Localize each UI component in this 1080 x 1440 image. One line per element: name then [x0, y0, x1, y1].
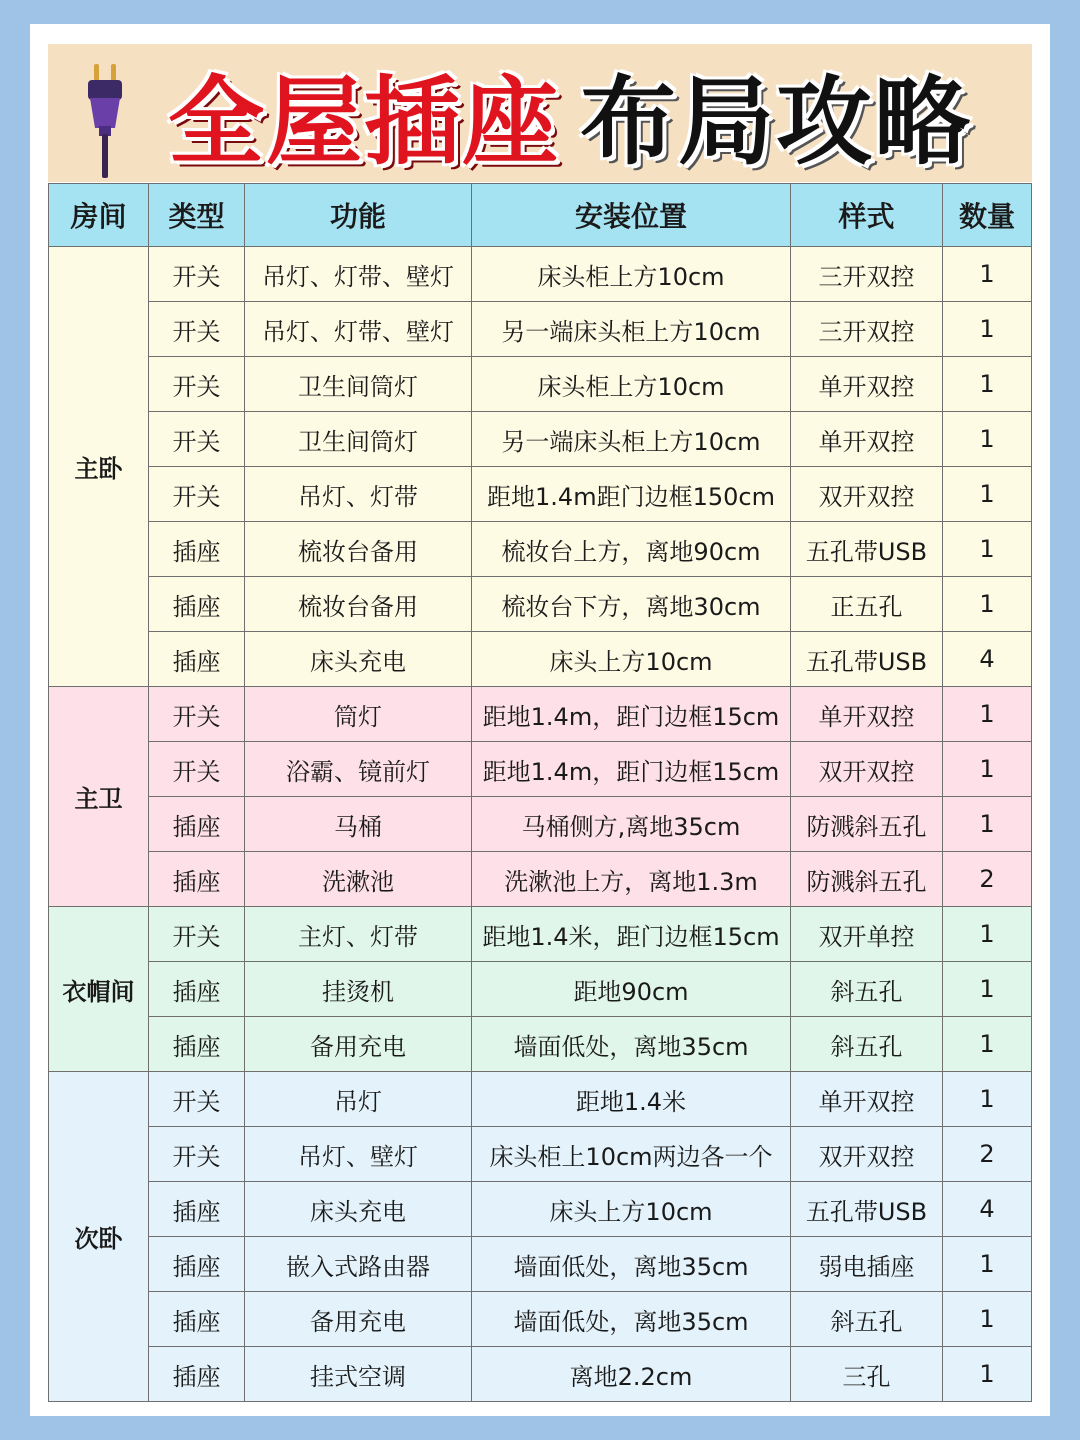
cell-quantity: 1 [943, 1347, 1032, 1402]
cell-room: 主卧 [49, 247, 149, 687]
cell-room: 衣帽间 [49, 907, 149, 1072]
cell-style: 三开双控 [791, 302, 943, 357]
cell-type: 插座 [149, 1292, 245, 1347]
table-row [49, 522, 1032, 577]
cell-function: 挂式空调 [245, 1347, 472, 1402]
cell-location: 床头柜上方10cm [472, 357, 791, 412]
cell-function: 洗漱池 [245, 852, 472, 907]
cell-function: 卫生间筒灯 [245, 357, 472, 412]
table-row [49, 687, 1032, 742]
cell-function: 嵌入式路由器 [245, 1237, 472, 1292]
cell-style: 单开双控 [791, 357, 943, 412]
cell-quantity: 1 [943, 1017, 1032, 1072]
cell-quantity: 2 [943, 1127, 1032, 1182]
cell-function: 床头充电 [245, 1182, 472, 1237]
cell-quantity: 4 [943, 632, 1032, 687]
cell-type: 插座 [149, 852, 245, 907]
table-row [49, 302, 1032, 357]
table-row [49, 247, 1032, 302]
cell-type: 插座 [149, 522, 245, 577]
cell-location: 距地1.4米 [472, 1072, 791, 1127]
cell-function: 备用充电 [245, 1292, 472, 1347]
cell-style: 单开双控 [791, 687, 943, 742]
cell-quantity: 1 [943, 577, 1032, 632]
cell-quantity: 4 [943, 1182, 1032, 1237]
cell-quantity: 1 [943, 467, 1032, 522]
cell-function: 梳妆台备用 [245, 577, 472, 632]
table-row [49, 1237, 1032, 1292]
cell-function: 挂烫机 [245, 962, 472, 1017]
cell-type: 插座 [149, 962, 245, 1017]
table-row [49, 467, 1032, 522]
cell-quantity: 1 [943, 1237, 1032, 1292]
cell-location: 另一端床头柜上方10cm [472, 302, 791, 357]
cell-location: 床头上方10cm [472, 632, 791, 687]
cell-function: 浴霸、镜前灯 [245, 742, 472, 797]
cell-quantity: 1 [943, 247, 1032, 302]
cell-style: 单开双控 [791, 412, 943, 467]
cell-function: 吊灯、灯带、壁灯 [245, 302, 472, 357]
cell-style: 斜五孔 [791, 1292, 943, 1347]
cell-function: 吊灯、灯带 [245, 467, 472, 522]
cell-style: 单开双控 [791, 1072, 943, 1127]
cell-type: 插座 [149, 632, 245, 687]
cell-location: 床头上方10cm [472, 1182, 791, 1237]
cell-quantity: 1 [943, 907, 1032, 962]
cell-type: 开关 [149, 742, 245, 797]
cell-style: 双开双控 [791, 742, 943, 797]
table-row [49, 962, 1032, 1017]
cell-type: 插座 [149, 577, 245, 632]
table-row [49, 1017, 1032, 1072]
cell-location: 床头柜上方10cm [472, 247, 791, 302]
cell-function: 备用充电 [245, 1017, 472, 1072]
cell-style: 五孔带USB [791, 1182, 943, 1237]
table-row [49, 1182, 1032, 1237]
cell-quantity: 1 [943, 687, 1032, 742]
cell-type: 开关 [149, 357, 245, 412]
table-row [49, 852, 1032, 907]
table-row [49, 1127, 1032, 1182]
cell-type: 开关 [149, 907, 245, 962]
cell-location: 距地1.4m，距门边框15cm [472, 742, 791, 797]
table-header-row [49, 184, 1032, 247]
cell-quantity: 1 [943, 1292, 1032, 1347]
cell-type: 开关 [149, 1072, 245, 1127]
cell-function: 主灯、灯带 [245, 907, 472, 962]
cell-quantity: 1 [943, 742, 1032, 797]
page-title [168, 50, 972, 178]
cell-type: 插座 [149, 1017, 245, 1072]
cell-room: 主卫 [49, 687, 149, 907]
cell-location: 墙面低处，离地35cm [472, 1017, 791, 1072]
cell-function: 吊灯、灯带、壁灯 [245, 247, 472, 302]
cell-quantity: 2 [943, 852, 1032, 907]
table-row [49, 742, 1032, 797]
cell-location: 离地2.2cm [472, 1347, 791, 1402]
cell-type: 开关 [149, 467, 245, 522]
cell-type: 开关 [149, 687, 245, 742]
cell-quantity: 1 [943, 1072, 1032, 1127]
cell-type: 开关 [149, 412, 245, 467]
cell-type: 插座 [149, 1347, 245, 1402]
title-black-part: 布局攻略 [580, 65, 972, 178]
cell-location: 马桶侧方,离地35cm [472, 797, 791, 852]
cell-location: 梳妆台上方，离地90cm [472, 522, 791, 577]
cell-function: 马桶 [245, 797, 472, 852]
table-row [49, 1347, 1032, 1402]
cell-type: 开关 [149, 247, 245, 302]
cell-quantity: 1 [943, 962, 1032, 1017]
cell-location: 距地1.4米，距门边框15cm [472, 907, 791, 962]
table-row [49, 1292, 1032, 1347]
cell-function: 吊灯 [245, 1072, 472, 1127]
plug-icon [82, 62, 128, 180]
cell-quantity: 1 [943, 797, 1032, 852]
cell-location: 墙面低处，离地35cm [472, 1237, 791, 1292]
table-row [49, 357, 1032, 412]
cell-location: 距地90cm [472, 962, 791, 1017]
cell-function: 吊灯、壁灯 [245, 1127, 472, 1182]
table-row [49, 632, 1032, 687]
cell-style: 斜五孔 [791, 1017, 943, 1072]
cell-quantity: 1 [943, 302, 1032, 357]
cell-location: 梳妆台下方，离地30cm [472, 577, 791, 632]
table-row [49, 797, 1032, 852]
header-function: 功能 [245, 184, 472, 247]
cell-type: 开关 [149, 1127, 245, 1182]
header-style: 样式 [791, 184, 943, 247]
title-red-part: 全屋插座 [168, 65, 560, 178]
cell-quantity: 1 [943, 522, 1032, 577]
cell-style: 防溅斜五孔 [791, 852, 943, 907]
table-row [49, 907, 1032, 962]
cell-function: 床头充电 [245, 632, 472, 687]
cell-function: 梳妆台备用 [245, 522, 472, 577]
cell-location: 洗漱池上方，离地1.3m [472, 852, 791, 907]
cell-style: 弱电插座 [791, 1237, 943, 1292]
table-body [49, 247, 1032, 1402]
cell-location: 距地1.4m，距门边框15cm [472, 687, 791, 742]
cell-type: 开关 [149, 302, 245, 357]
table-row [49, 412, 1032, 467]
cell-location: 墙面低处，离地35cm [472, 1292, 791, 1347]
header-quantity: 数量 [943, 184, 1032, 247]
cell-style: 正五孔 [791, 577, 943, 632]
header-location: 安装位置 [472, 184, 791, 247]
cell-style: 五孔带USB [791, 632, 943, 687]
cell-room: 次卧 [49, 1072, 149, 1402]
cell-style: 斜五孔 [791, 962, 943, 1017]
socket-layout-table [48, 183, 1032, 1402]
cell-location: 距地1.4m距门边框150cm [472, 467, 791, 522]
cell-type: 插座 [149, 1237, 245, 1292]
cell-style: 双开双控 [791, 467, 943, 522]
cell-quantity: 1 [943, 412, 1032, 467]
cell-location: 床头柜上10cm两边各一个 [472, 1127, 791, 1182]
table-row [49, 1072, 1032, 1127]
cell-style: 防溅斜五孔 [791, 797, 943, 852]
cell-type: 插座 [149, 1182, 245, 1237]
cell-style: 五孔带USB [791, 522, 943, 577]
cell-function: 筒灯 [245, 687, 472, 742]
cell-style: 三开双控 [791, 247, 943, 302]
header-room: 房间 [49, 184, 149, 247]
table-row [49, 577, 1032, 632]
cell-type: 插座 [149, 797, 245, 852]
cell-location: 另一端床头柜上方10cm [472, 412, 791, 467]
header-type: 类型 [149, 184, 245, 247]
cell-style: 双开双控 [791, 1127, 943, 1182]
cell-quantity: 1 [943, 357, 1032, 412]
cell-style: 双开单控 [791, 907, 943, 962]
cell-style: 三孔 [791, 1347, 943, 1402]
cell-function: 卫生间筒灯 [245, 412, 472, 467]
